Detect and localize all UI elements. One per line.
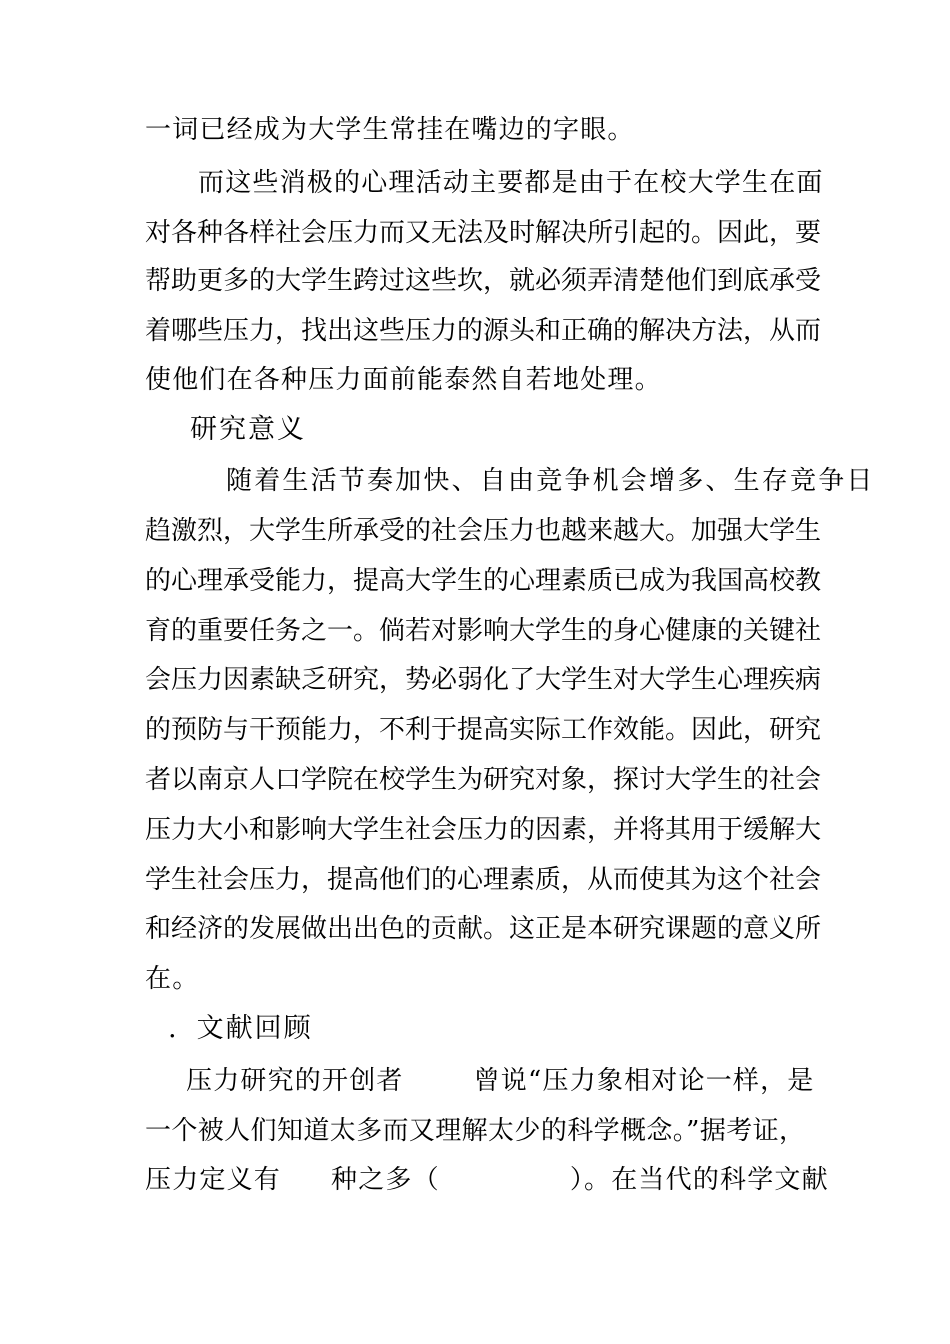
line-segment: 曾说“压力象相对论一样，是 xyxy=(473,1066,815,1096)
paragraph-line xyxy=(186,1064,815,1098)
paragraph-line: 学生社会压力，提高他们的心理素质，从而使其为这个社会 xyxy=(145,865,822,895)
paragraph-line: 一个被人们知道太多而又理解太少的科学概念。”据考证， xyxy=(145,1116,805,1146)
paragraph-line: 趋激烈，大学生所承受的社会压力也越来越大。加强大学生 xyxy=(145,516,822,546)
paragraph-line: 的预防与干预能力，不利于提高实际工作效能。因此，研究 xyxy=(145,715,822,745)
paragraph-line: 者以南京人口学院在校学生为研究对象，探讨大学生的社会 xyxy=(145,765,822,795)
section-heading-2 xyxy=(168,1012,313,1046)
paragraph-line: 使他们在各种压力面前能泰然自若地处理。 xyxy=(145,365,662,395)
section-heading: 研究意义 xyxy=(190,414,306,445)
heading-number-dot: . xyxy=(168,1013,179,1044)
line-segment: 压力定义有 xyxy=(145,1165,282,1195)
paragraph-line: 着哪些压力，找出这些压力的源头和正确的解决方法，从而 xyxy=(145,316,822,346)
heading-text: 文献回顾 xyxy=(196,1013,313,1044)
paragraph-line: 随着生活节奏加快、自由竞争机会增多、生存竞争日 xyxy=(226,466,875,496)
paragraph-line: 压力大小和影响大学生社会压力的因素，并将其用于缓解大 xyxy=(145,815,822,845)
paragraph-line: 在。 xyxy=(145,964,200,994)
paragraph-line: 会压力因素缺乏研究，势必弱化了大学生对大学生心理疾病 xyxy=(145,665,822,695)
line-segment: 压力研究的开创者 xyxy=(186,1066,404,1096)
paragraph-line: 育的重要任务之一。倘若对影响大学生的身心健康的关键社 xyxy=(145,616,822,646)
paragraph-line: 的心理承受能力，提高大学生的心理素质已成为我国高校教 xyxy=(145,566,822,596)
line-segment: ）。在当代的科学文献 xyxy=(569,1165,829,1195)
paragraph-line: 和经济的发展做出出色的贡献。这正是本研究课题的意义所 xyxy=(145,914,822,944)
paragraph-line: 对各种各样社会压力而又无法及时解决所引起的。因此，要 xyxy=(145,218,822,248)
line-segment: 种之多（ xyxy=(331,1165,440,1195)
paragraph-line: 帮助更多的大学生跨过这些坎，就必须弄清楚他们到底承受 xyxy=(145,266,822,296)
paragraph-line: 一词已经成为大学生常挂在嘴边的字眼。 xyxy=(145,115,635,145)
paragraph-line: 而这些消极的心理活动主要都是由于在校大学生在面 xyxy=(198,168,824,198)
paragraph-line xyxy=(145,1163,829,1197)
